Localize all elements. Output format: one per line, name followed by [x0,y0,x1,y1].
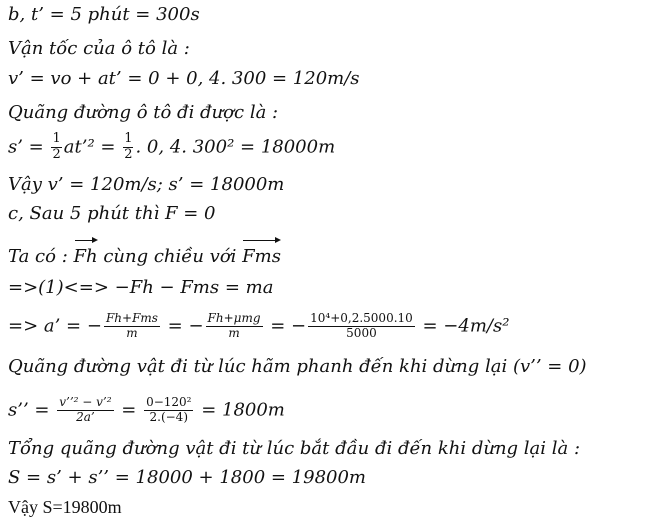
force-direction-middle: cùng chiều với [97,246,243,267]
acceleration-eq-1: = − [161,315,204,337]
acceleration-eq-2: = − [264,315,307,337]
line-braking-distance [8,396,285,425]
fraction-friction: $\frac{\text{Fh+μmg}}{m}$ [207,311,261,340]
braking-result: = 1800m [195,399,285,421]
line-final-answer: Vậy S=19800m [8,497,122,517]
distance-formula-prefix: s’ = [8,136,50,158]
line-total-heading: Tổng quãng đường vật đi từ lúc bắt đầu đi đến khi dừng lại là : [8,438,581,459]
vector-fh: Fh [74,236,98,268]
line-distance-formula [8,132,335,163]
line-velocity-heading: Vận tốc của ô tô là : [8,38,190,59]
line-total-formula: S = s’ + s’’ = 18000 + 1800 = 19800m [8,467,366,488]
fraction-half-2: $\frac{1}{2}$ [124,131,133,162]
line-acceleration [8,312,509,341]
distance-formula-result: . 0, 4. 300² = 18000m [135,136,336,158]
acceleration-result: = −4m/s² [416,315,510,337]
line-newton-equation: =>(1)<=> −Fh − Fms = ma [8,277,274,298]
fraction-braking-numeric: $\frac{\text{0−120²}}{2.(-4)}$ [146,395,192,424]
line-summary-1: Vậy v’ = 120m/s; s’ = 18000m [8,174,285,195]
fraction-half-1: $\frac{1}{2}$ [52,131,61,162]
line-braking-heading: Quãng đường vật đi từ lúc hãm phanh đến khi dừng lại (v’’ = 0) [8,356,587,377]
fraction-kinematic: $\frac{\text{v’’² − v’²}}{2a’}$ [59,395,112,424]
line-force-direction [8,236,281,268]
fraction-force-sum: $\frac{\text{Fh+Fms}}{m}$ [105,311,158,340]
fraction-numeric: $\frac{\text{10⁴+0,2.5000.10}}{5000}$ [310,311,413,340]
braking-eq: = [115,399,143,421]
line-time: b, t’ = 5 phút = 300s [8,4,200,25]
line-part-c: c, Sau 5 phút thì F = 0 [8,203,216,224]
acceleration-prefix: => a’ = − [8,315,102,337]
braking-prefix: s’’ = [8,399,56,421]
distance-formula-middle: at’² = [63,136,122,158]
vector-fms: Fms [242,236,281,268]
force-direction-prefix: Ta có : [8,246,74,267]
line-distance-heading: Quãng đường ô tô đi được là : [8,102,279,123]
line-velocity-formula: v’ = vo + at’ = 0 + 0, 4. 300 = 120m/s [8,68,360,89]
